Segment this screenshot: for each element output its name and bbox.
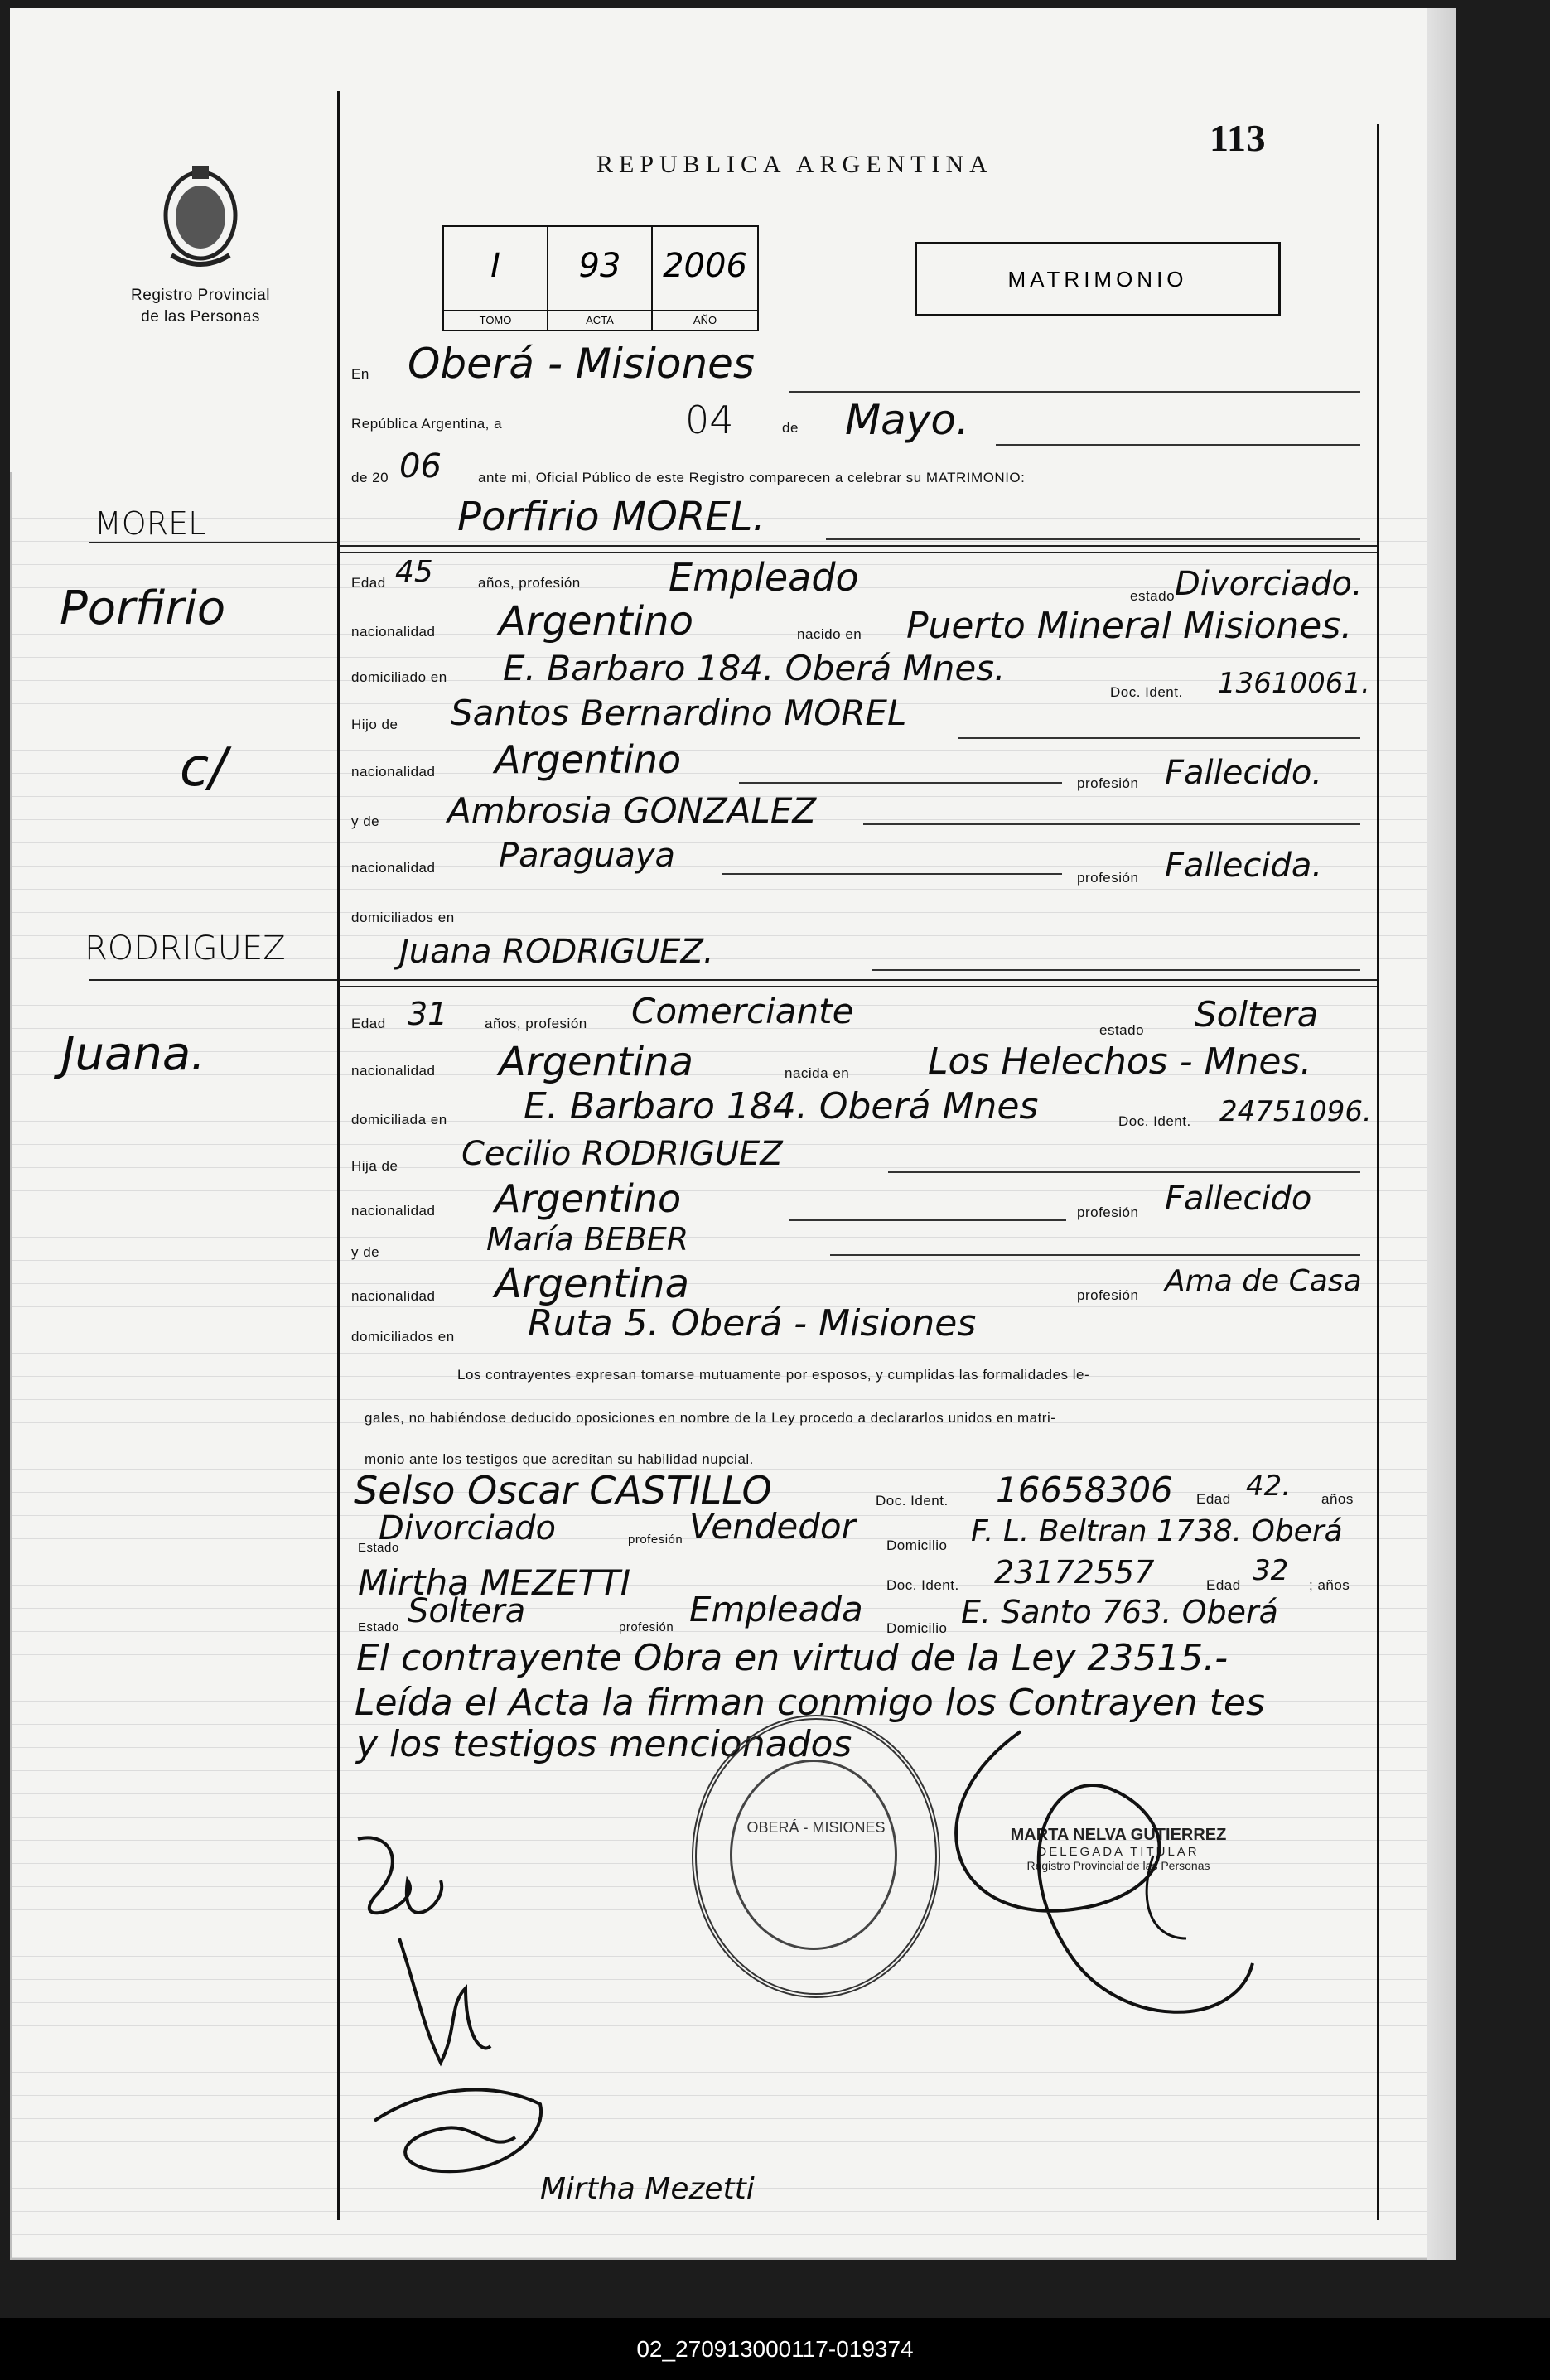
margin-divider-2 — [89, 979, 337, 981]
en-label: En — [351, 366, 369, 382]
witness2-dom-label: Domicilio — [886, 1620, 948, 1636]
declaration-line3: monio ante los testigos que acreditan su habilidad nupcial. — [365, 1451, 754, 1467]
acta-value: 93 — [578, 247, 621, 285]
groom-doc: 13610061. — [1218, 667, 1370, 700]
bride-doc: 24751096. — [1219, 1095, 1372, 1128]
groom-father-nat-fill — [739, 782, 1062, 784]
declaration-line2: gales, no habiéndose deducido oposiciones en nombre de la Ley procedo a declararlos unidos en matri- — [365, 1410, 1056, 1426]
witness2-status: Soltera — [408, 1592, 526, 1630]
witness1-age: 42. — [1246, 1470, 1292, 1503]
groom-age: 45 — [395, 555, 433, 589]
bride-name-fill — [872, 969, 1360, 971]
bride-parents-address: Ruta 5. Oberá - Misiones — [528, 1302, 977, 1344]
groom-mother-prof-label: profesión — [1077, 870, 1139, 886]
groom-full-name: Porfirio MOREL. — [457, 494, 765, 540]
month-fill — [996, 444, 1360, 446]
bride-address: E. Barbaro 184. Oberá Mnes — [524, 1085, 1039, 1127]
ano-value: 2006 — [663, 247, 747, 285]
bride-estado-label: estado — [1099, 1022, 1145, 1038]
groom-edad-label: Edad — [351, 575, 386, 591]
bride-father-fill — [888, 1171, 1360, 1173]
bride-section-rule-2 — [340, 986, 1377, 987]
bride-parents-dom-label: domiciliados en — [351, 1329, 455, 1344]
registry-line2: de las Personas — [141, 308, 260, 326]
witness2-edad-label: Edad — [1206, 1577, 1241, 1593]
bride-father-nationality: Argentino — [495, 1176, 682, 1221]
bride-birthplace: Los Helechos - Mnes. — [928, 1040, 1312, 1083]
acta-label: ACTA — [548, 310, 651, 330]
statement-text: ante mi, Oficial Público de este Registro comparecen a celebrar su MATRIMONIO: — [478, 470, 1026, 485]
witness1-status: Divorciado — [379, 1509, 556, 1547]
year-suffix: 06 — [399, 447, 442, 485]
note-line3: y los testigos mencionados — [356, 1723, 852, 1765]
tomo-value: I — [490, 247, 500, 285]
bride-age: 31 — [408, 996, 448, 1032]
groom-estado-label: estado — [1130, 588, 1176, 604]
ano-label: AÑO — [653, 310, 757, 330]
witness1-anos-label: años — [1321, 1491, 1354, 1507]
year-prefix: de 20 — [351, 470, 389, 485]
groom-birthplace: Puerto Mineral Misiones. — [906, 605, 1353, 647]
margin-groom-surname: MOREL — [94, 505, 206, 542]
bride-civil-status: Soltera — [1195, 994, 1319, 1035]
groom-father: Santos Bernardino MOREL — [451, 693, 907, 733]
groom-mother-fill — [863, 823, 1360, 825]
groom-mother-nat-fill — [722, 873, 1062, 875]
margin-connector: c/ — [180, 737, 227, 799]
bride-mother-nat-label: nacionalidad — [351, 1288, 436, 1304]
witness2-profession: Empleada — [689, 1589, 863, 1629]
bride-father: Cecilio RODRIGUEZ — [461, 1135, 783, 1173]
place-fill — [789, 391, 1360, 393]
sheet-edge — [1427, 8, 1456, 2260]
witness-printed-signature: Mirtha Mezetti — [540, 2172, 755, 2206]
witness2-anos-label: ; años — [1309, 1577, 1350, 1593]
country-title: REPUBLICA ARGENTINA — [596, 151, 993, 178]
bride-dom-label: domiciliada en — [351, 1112, 447, 1127]
margin-bride-name: Juana. — [61, 1027, 205, 1081]
official-office: Registro Provincial de las Personas — [1026, 1859, 1210, 1872]
right-rule — [1377, 124, 1379, 2220]
witness2-name: Mirtha MEZETTI — [358, 1562, 631, 1603]
note-line1: El contrayente Obra en virtud de la Ley 23515.- — [356, 1637, 1229, 1679]
bride-father-prof-label: profesión — [1077, 1204, 1139, 1220]
groom-mother-nat-label: nacionalidad — [351, 860, 436, 876]
bride-doc-label: Doc. Ident. — [1118, 1113, 1191, 1129]
margin-divider-1 — [89, 542, 337, 543]
groom-civil-status: Divorciado. — [1175, 565, 1363, 603]
witness1-dom-label: Domicilio — [886, 1538, 948, 1553]
witness2-age: 32 — [1253, 1554, 1289, 1587]
witness2-prof-label: profesión — [619, 1620, 674, 1634]
official-name: MARTA NELVA GUTIERREZ — [1010, 1826, 1227, 1844]
margin-bride-surname: RODRIGUEZ — [85, 929, 286, 968]
bride-mother-prof-label: profesión — [1077, 1287, 1139, 1303]
bride-mother-profession: Ama de Casa — [1165, 1264, 1362, 1298]
tomo-cell — [444, 227, 548, 330]
witness1-address: F. L. Beltran 1738. Oberá — [971, 1514, 1343, 1548]
witness2-doc-label: Doc. Ident. — [886, 1577, 959, 1593]
folio-number: 113 — [1210, 117, 1266, 159]
groom-father-prof-label: profesión — [1077, 775, 1139, 791]
groom-prof-label: años, profesión — [478, 575, 581, 591]
groom-parents-dom-label: domiciliados en — [351, 910, 455, 925]
groom-father-fill — [958, 737, 1360, 739]
document-type-box: MATRIMONIO — [915, 242, 1281, 316]
bride-mother-fill — [830, 1254, 1360, 1256]
bride-mother: María BEBER — [486, 1221, 689, 1258]
acta-cell — [548, 227, 653, 330]
groom-profession: Empleado — [669, 555, 859, 600]
de-label: de — [782, 420, 799, 436]
bride-edad-label: Edad — [351, 1016, 386, 1031]
bride-father-profession: Fallecido — [1165, 1180, 1312, 1218]
groom-dom-label: domiciliado en — [351, 669, 447, 685]
bride-nationality: Argentina — [499, 1039, 693, 1085]
groom-father-nat-label: nacionalidad — [351, 764, 436, 780]
witness2-address: E. Santo 763. Oberá — [961, 1594, 1278, 1630]
registry-page — [10, 8, 1456, 2260]
witness1-profession: Vendedor — [689, 1506, 856, 1547]
groom-mother: Ambrosia GONZALEZ — [447, 790, 817, 831]
crest-icon — [147, 157, 254, 273]
place-value: Oberá - Misiones — [408, 340, 755, 388]
declaration-line1: Los contrayentes expresan tomarse mutuamente por esposos, y cumplidas las formalidades le- — [457, 1367, 1090, 1383]
witness1-edad-label: Edad — [1196, 1491, 1231, 1507]
witness1-doc-label: Doc. Ident. — [876, 1493, 949, 1509]
act-reference-box — [442, 225, 759, 331]
witness1-estado-label: Estado — [358, 1541, 399, 1555]
groom-father-nationality: Argentino — [495, 737, 682, 782]
groom-nat-label: nacionalidad — [351, 624, 436, 640]
tomo-label: TOMO — [444, 310, 547, 330]
groom-doc-label: Doc. Ident. — [1110, 684, 1183, 700]
registry-line1: Registro Provincial — [131, 287, 270, 304]
signatures-drawing — [325, 1690, 1352, 2253]
groom-yde-label: y de — [351, 813, 380, 829]
groom-father-profession: Fallecido. — [1165, 754, 1323, 792]
bride-full-name: Juana RODRIGUEZ. — [399, 933, 714, 971]
day-value: 04 — [685, 398, 734, 442]
bride-prof-label: años, profesión — [485, 1016, 587, 1031]
bride-mother-nationality: Argentina — [495, 1261, 689, 1307]
ano-cell — [653, 227, 757, 330]
groom-mother-nationality: Paraguaya — [499, 837, 676, 875]
margin-groom-name: Porfirio — [60, 582, 226, 635]
bride-nat-label: nacionalidad — [351, 1063, 436, 1079]
groom-mother-profession: Fallecida. — [1165, 847, 1323, 885]
groom-nationality: Argentino — [499, 598, 693, 644]
bride-yde-label: y de — [351, 1244, 380, 1260]
republic-label: República Argentina, a — [351, 416, 503, 432]
official-title: DELEGADA TITULAR — [1037, 1845, 1200, 1859]
witness1-doc: 16658306 — [996, 1470, 1173, 1510]
bride-nacida-label: nacida en — [785, 1065, 850, 1081]
bride-father-nat-label: nacionalidad — [351, 1203, 436, 1219]
witness1-name: Selso Oscar CASTILLO — [354, 1468, 772, 1513]
witness2-doc: 23172557 — [994, 1554, 1155, 1591]
witness2-estado-label: Estado — [358, 1620, 399, 1634]
bride-hija-label: Hija de — [351, 1158, 398, 1174]
month-value: Mayo. — [845, 396, 969, 444]
groom-section-rule — [340, 545, 1377, 547]
note-line2: Leída el Acta la firman conmigo los Contrayen tes — [355, 1682, 1265, 1724]
witness1-prof-label: profesión — [628, 1533, 683, 1547]
groom-name-fill — [826, 538, 1360, 540]
bride-profession: Comerciante — [631, 991, 854, 1031]
groom-address: E. Barbaro 184. Oberá Mnes. — [503, 648, 1006, 688]
groom-hijo-label: Hijo de — [351, 717, 398, 732]
image-id-footer: 02_270913000117-019374 — [0, 2318, 1550, 2380]
bride-section-rule — [340, 979, 1377, 981]
groom-nacido-label: nacido en — [797, 626, 862, 642]
bride-father-nat-fill — [789, 1219, 1066, 1221]
groom-section-rule-2 — [340, 552, 1377, 553]
seal-text: OBERÁ - MISIONES — [746, 1819, 886, 1836]
